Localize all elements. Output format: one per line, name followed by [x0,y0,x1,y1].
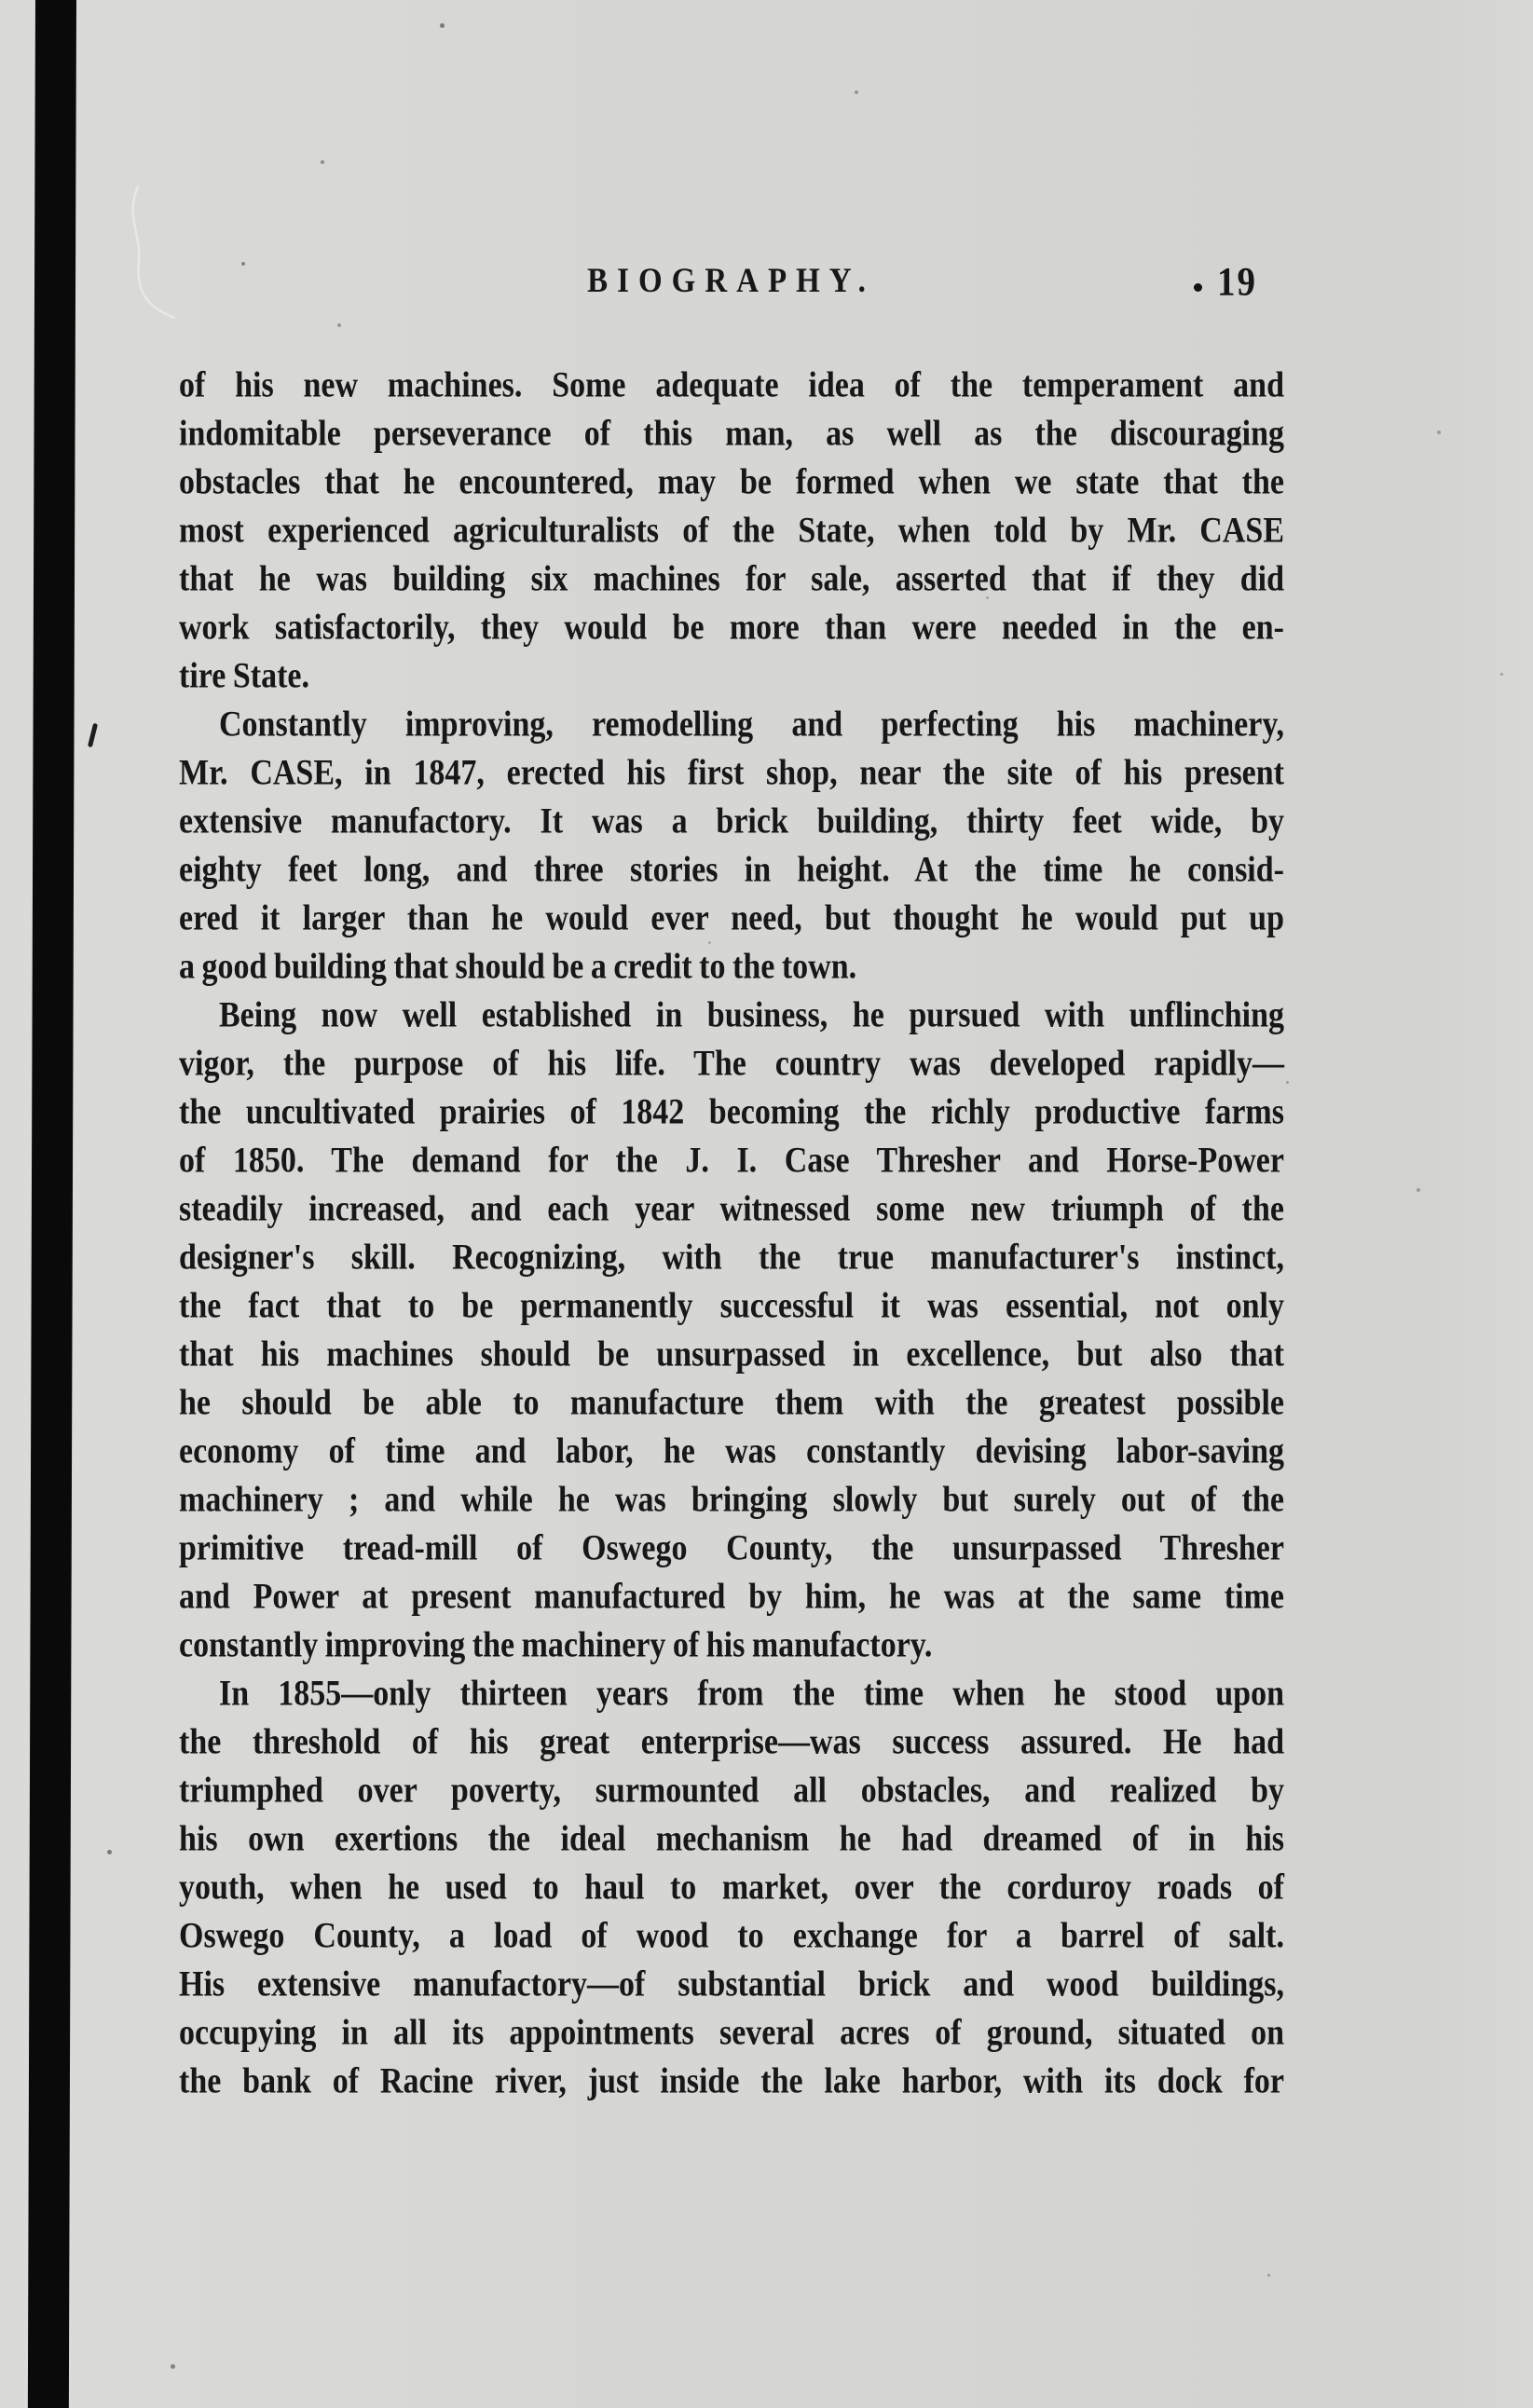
dust-speck [241,262,245,266]
page-number: 19 [1217,259,1257,305]
dust-speck [1437,431,1441,434]
running-head-title: BIOGRAPHY. [587,262,875,301]
text-line: most experienced agriculturalists of the State, when told by Mr. CASE [179,510,1284,551]
text-line: youth, when he used to haul to market, over the corduroy roads of [179,1867,1284,1908]
text-line: eighty feet long, and three stories in height. At the time he consid- [179,849,1284,890]
text-line: Being now well established in business, he pursued with unflinching [219,994,1284,1035]
text-line: Constantly improving, remodelling and perfecting his machinery, [219,704,1284,745]
binding-shadow-bar [28,0,76,2408]
dust-speck [1417,1188,1420,1192]
dust-speck [1267,2274,1270,2277]
dust-speck [855,90,858,94]
paragraph [179,992,1284,1670]
text-line: In 1855—only thirteen years from the time when he stood upon [219,1673,1284,1714]
text-line: of 1850. The demand for the J. I. Case Thresher and Horse-Power [179,1140,1284,1181]
text-line: His extensive manufactory—of substantial brick and wood buildings, [179,1963,1284,2004]
paragraph [179,362,1284,701]
text-line: work satisfactorily, they would be more than were needed in the en- [179,607,1284,648]
page-number-dot [1194,283,1202,292]
paragraph [179,701,1284,992]
text-line: obstacles that he encountered, may be formed when we state that the [179,461,1284,502]
text-line: that he was building six machines for sale, asserted that if they did [179,558,1284,599]
dust-speck [708,941,711,944]
dust-speck [986,596,989,599]
text-line: the uncultivated prairies of 1842 becoming the richly productive farms [179,1091,1284,1132]
text-line: a good building that should be a credit to the town. [179,946,857,987]
dust-speck [321,160,324,164]
text-line: vigor, the purpose of his life. The country was developed rapidly— [179,1043,1284,1084]
text-line: Oswego County, a load of wood to exchange for a barrel of salt. [179,1915,1284,1956]
text-line: extensive manufactory. It was a brick building, thirty feet wide, by [179,800,1284,841]
text-line: occupying in all its appointments several acres of ground, situated on [179,2012,1284,2053]
text-line: the threshold of his great enterprise—was success assured. He had [179,1721,1284,1762]
text-line: ered it larger than he would ever need, but thought he would put up [179,897,1284,938]
dust-speck [171,2364,175,2369]
pen-mark [88,723,98,747]
dust-speck [440,23,445,28]
text-line: of his new machines. Some adequate idea of the temperament and [179,364,1284,405]
text-line: and Power at present manufactured by him, he was at the same time [179,1576,1284,1617]
text-line: economy of time and labor, he was constantly devising labor-saving [179,1430,1284,1471]
text-line: that his machines should be unsurpassed in excellence, but also that [179,1334,1284,1375]
dust-speck [107,1850,112,1854]
text-line: steadily increased, and each year witnessed some new triumph of the [179,1188,1284,1229]
dust-speck [337,323,341,327]
text-line: indomitable perseverance of this man, as well as the discouraging [179,413,1284,454]
text-line: primitive tread-mill of Oswego County, the unsurpassed Thresher [179,1527,1284,1568]
text-line: the bank of Racine river, just inside the lake harbor, with its dock for [179,2060,1284,2101]
dust-speck [1286,1081,1289,1084]
text-line: designer's skill. Recognizing, with the true manufacturer's instinct, [179,1237,1284,1278]
text-line: tire State. [179,655,309,696]
paragraph [179,1670,1284,2106]
text-line: he should be able to manufacture them with the greatest possible [179,1382,1284,1423]
text-line: the fact that to be permanently successful it was essential, not only [179,1285,1284,1326]
text-line: triumphed over poverty, surmounted all obstacles, and realized by [179,1770,1284,1811]
text-line: constantly improving the machinery of his manufactory. [179,1624,933,1665]
text-line: Mr. CASE, in 1847, erected his first shop, near the site of his present [179,752,1284,793]
dust-speck [1500,673,1503,676]
text-line: his own exertions the ideal mechanism he had dreamed of in his [179,1818,1284,1859]
text-line: machinery ; and while he was bringing slowly but surely out of the [179,1479,1284,1520]
text-block [179,362,1284,2106]
